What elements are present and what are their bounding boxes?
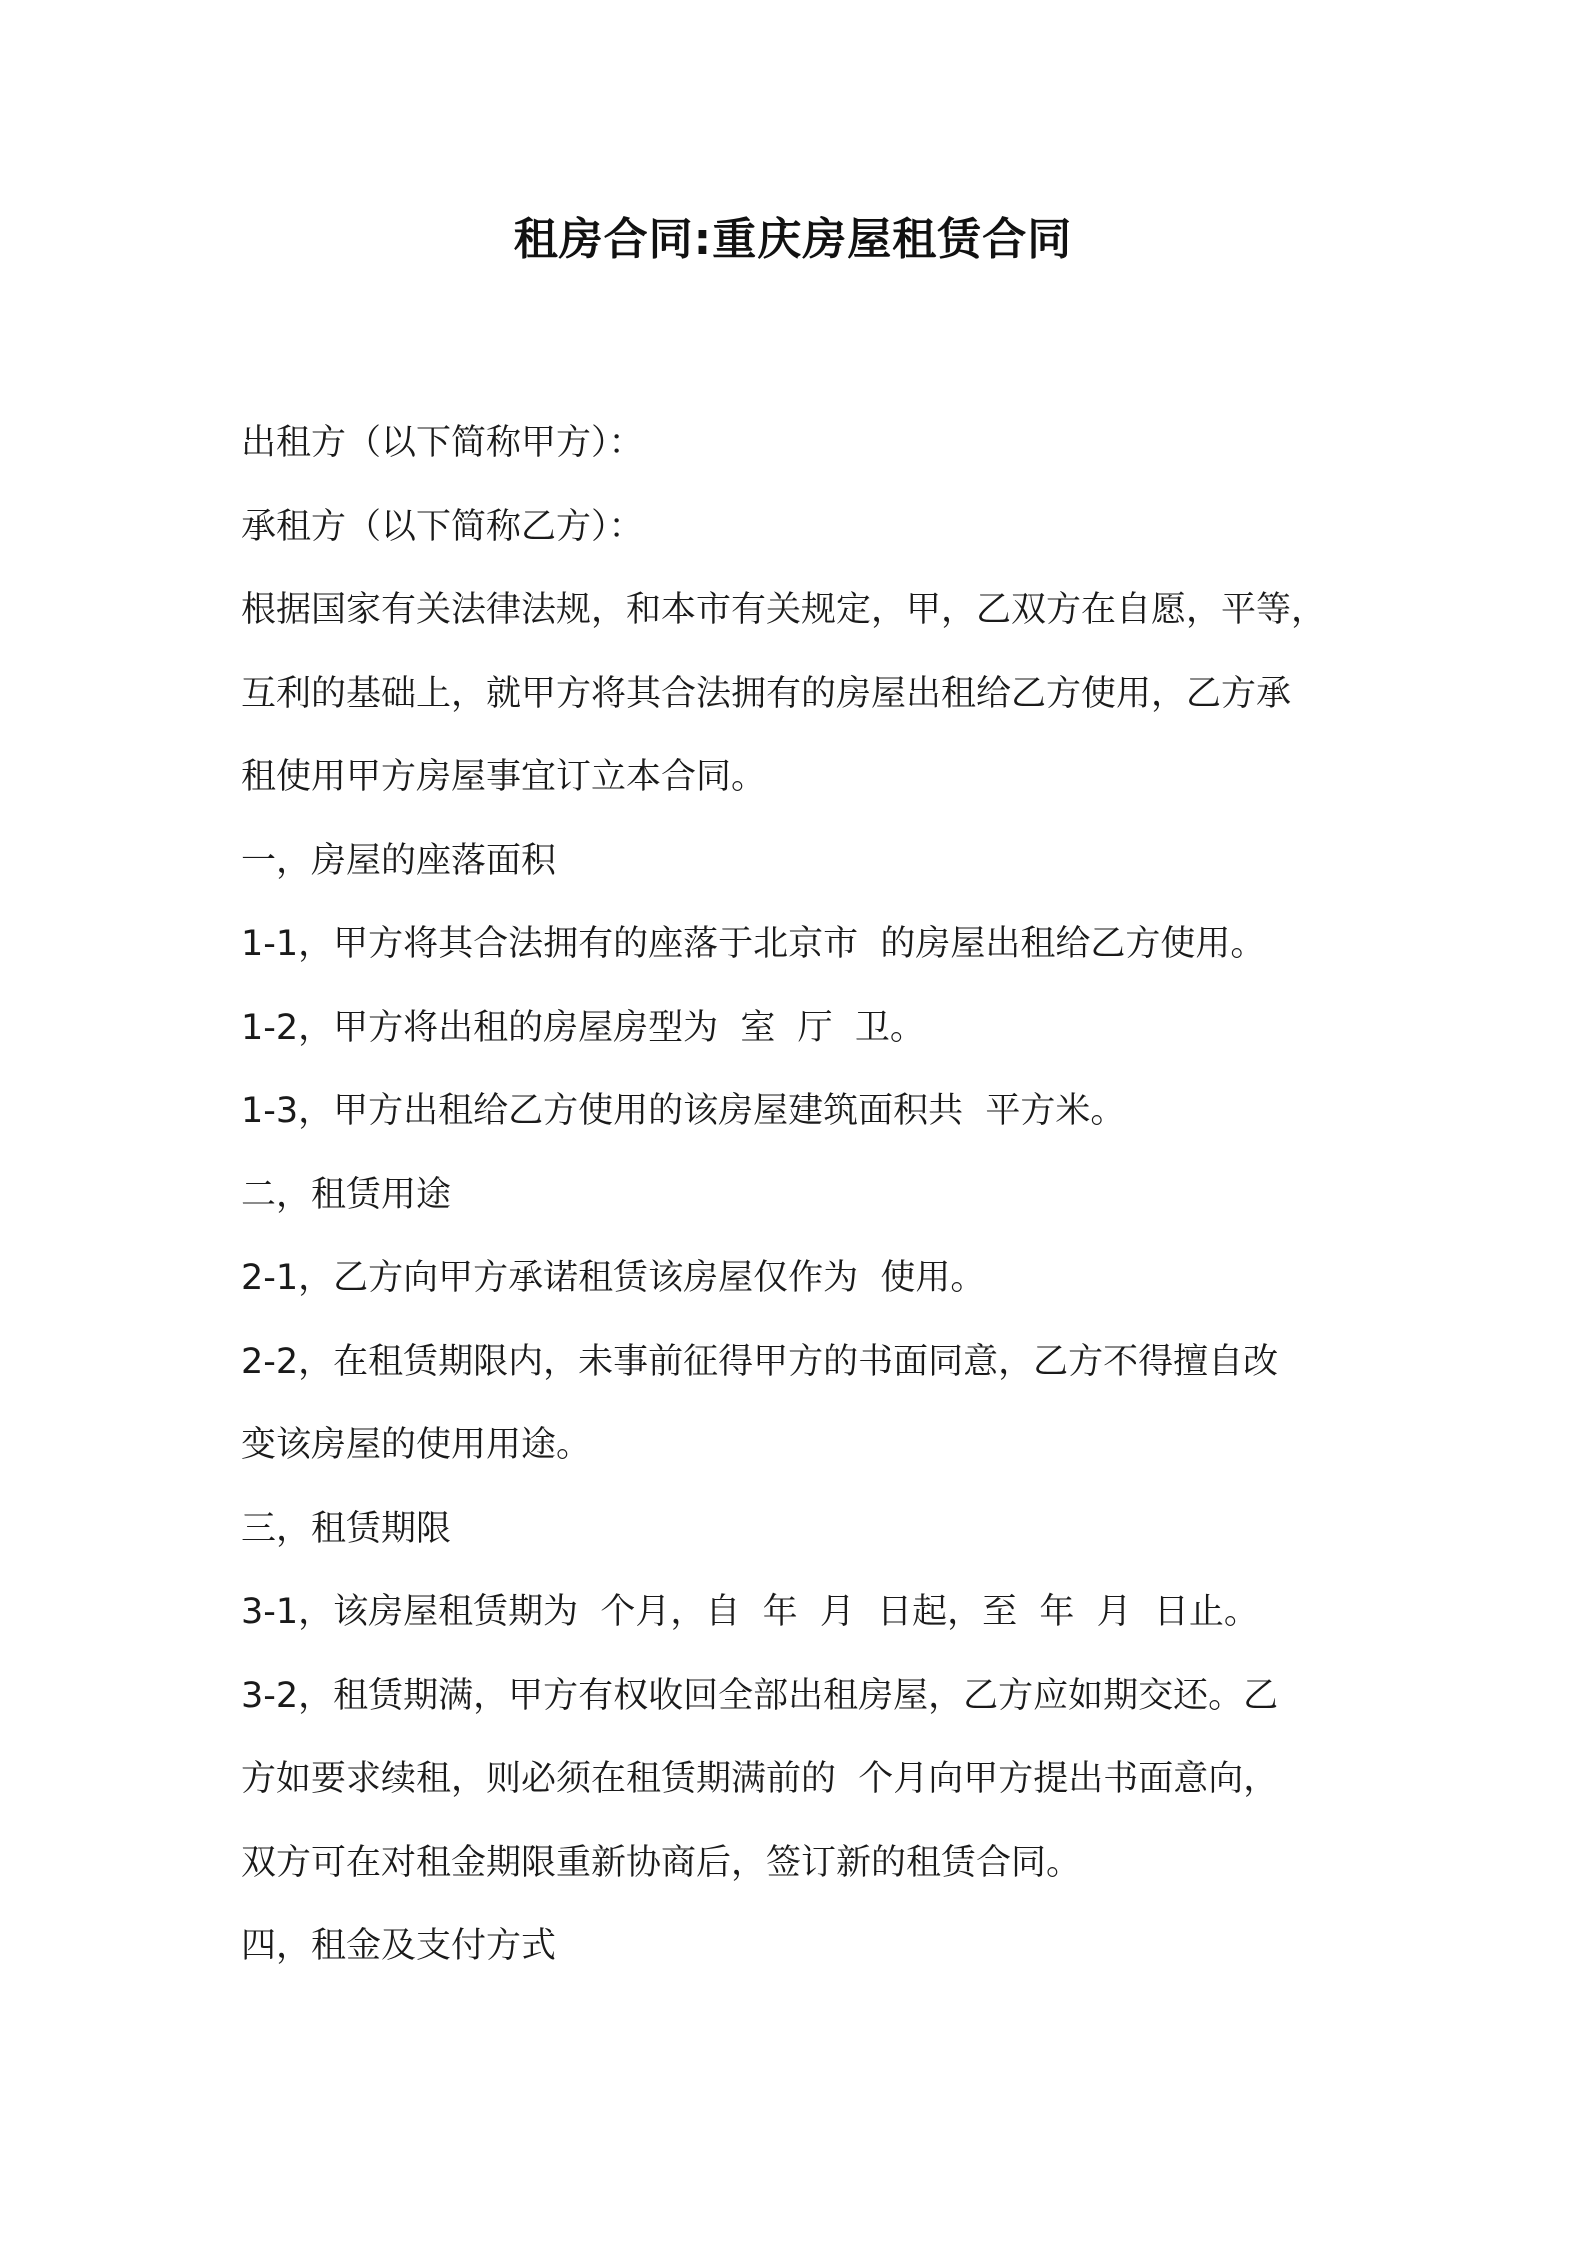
clause-2-1: 2-1，乙方向甲方承诺租赁该房屋仅作为 使用。 [241,1258,986,1298]
section-4-heading: 四，租金及支付方式 [241,1926,557,1966]
section-2-heading: 二，租赁用途 [241,1174,452,1215]
preamble-line-3: 租使用甲方房屋事宜订立本合同。 [241,757,767,797]
section-3-heading: 三，租赁期限 [241,1508,452,1549]
clause-3-2-line-3: 双方可在对租金期限重新协商后，签订新的租赁合同。 [241,1842,1082,1883]
section-1-heading: 一，房屋的座落面积 [241,840,557,881]
document-title: 租房合同:重庆房屋租赁合同 [513,214,1073,265]
document-body [241,402,1361,1989]
clause-1-2: 1-2，甲方将出租的房屋房型为 室 厅 卫。 [241,1007,925,1048]
preamble-line-2: 互利的基础上，就甲方将其合法拥有的房屋出租给乙方使用，乙方承 [241,673,1292,714]
lessor-line: 出租方（以下简称甲方）： [241,423,644,463]
preamble-line-1: 根据国家有关法律法规，和本市有关规定，甲，乙双方在自愿，平等， [241,590,1327,630]
clause-2-2-line-1: 2-2，在租赁期限内，未事前征得甲方的书面同意，乙方不得擅自改 [241,1341,1279,1382]
lessee-line: 承租方（以下简称乙方）： [241,506,644,547]
clause-2-2-line-2: 变该房屋的使用用途。 [241,1425,592,1465]
clause-1-1: 1-1，甲方将其合法拥有的座落于北京市 的房屋出租给乙方使用。 [241,924,1266,964]
clause-3-1: 3-1，该房屋租赁期为 个月，自 年 月 日起，至 年 月 日止。 [241,1592,1259,1632]
clause-1-3: 1-3，甲方出租给乙方使用的该房屋建筑面积共 平方米。 [241,1091,1126,1131]
clause-3-2-line-2: 方如要求续租，则必须在租赁期满前的 个月向甲方提出书面意向， [241,1759,1279,1799]
clause-3-2-line-1: 3-2，租赁期满，甲方有权收回全部出租房屋，乙方应如期交还。乙 [241,1675,1279,1716]
